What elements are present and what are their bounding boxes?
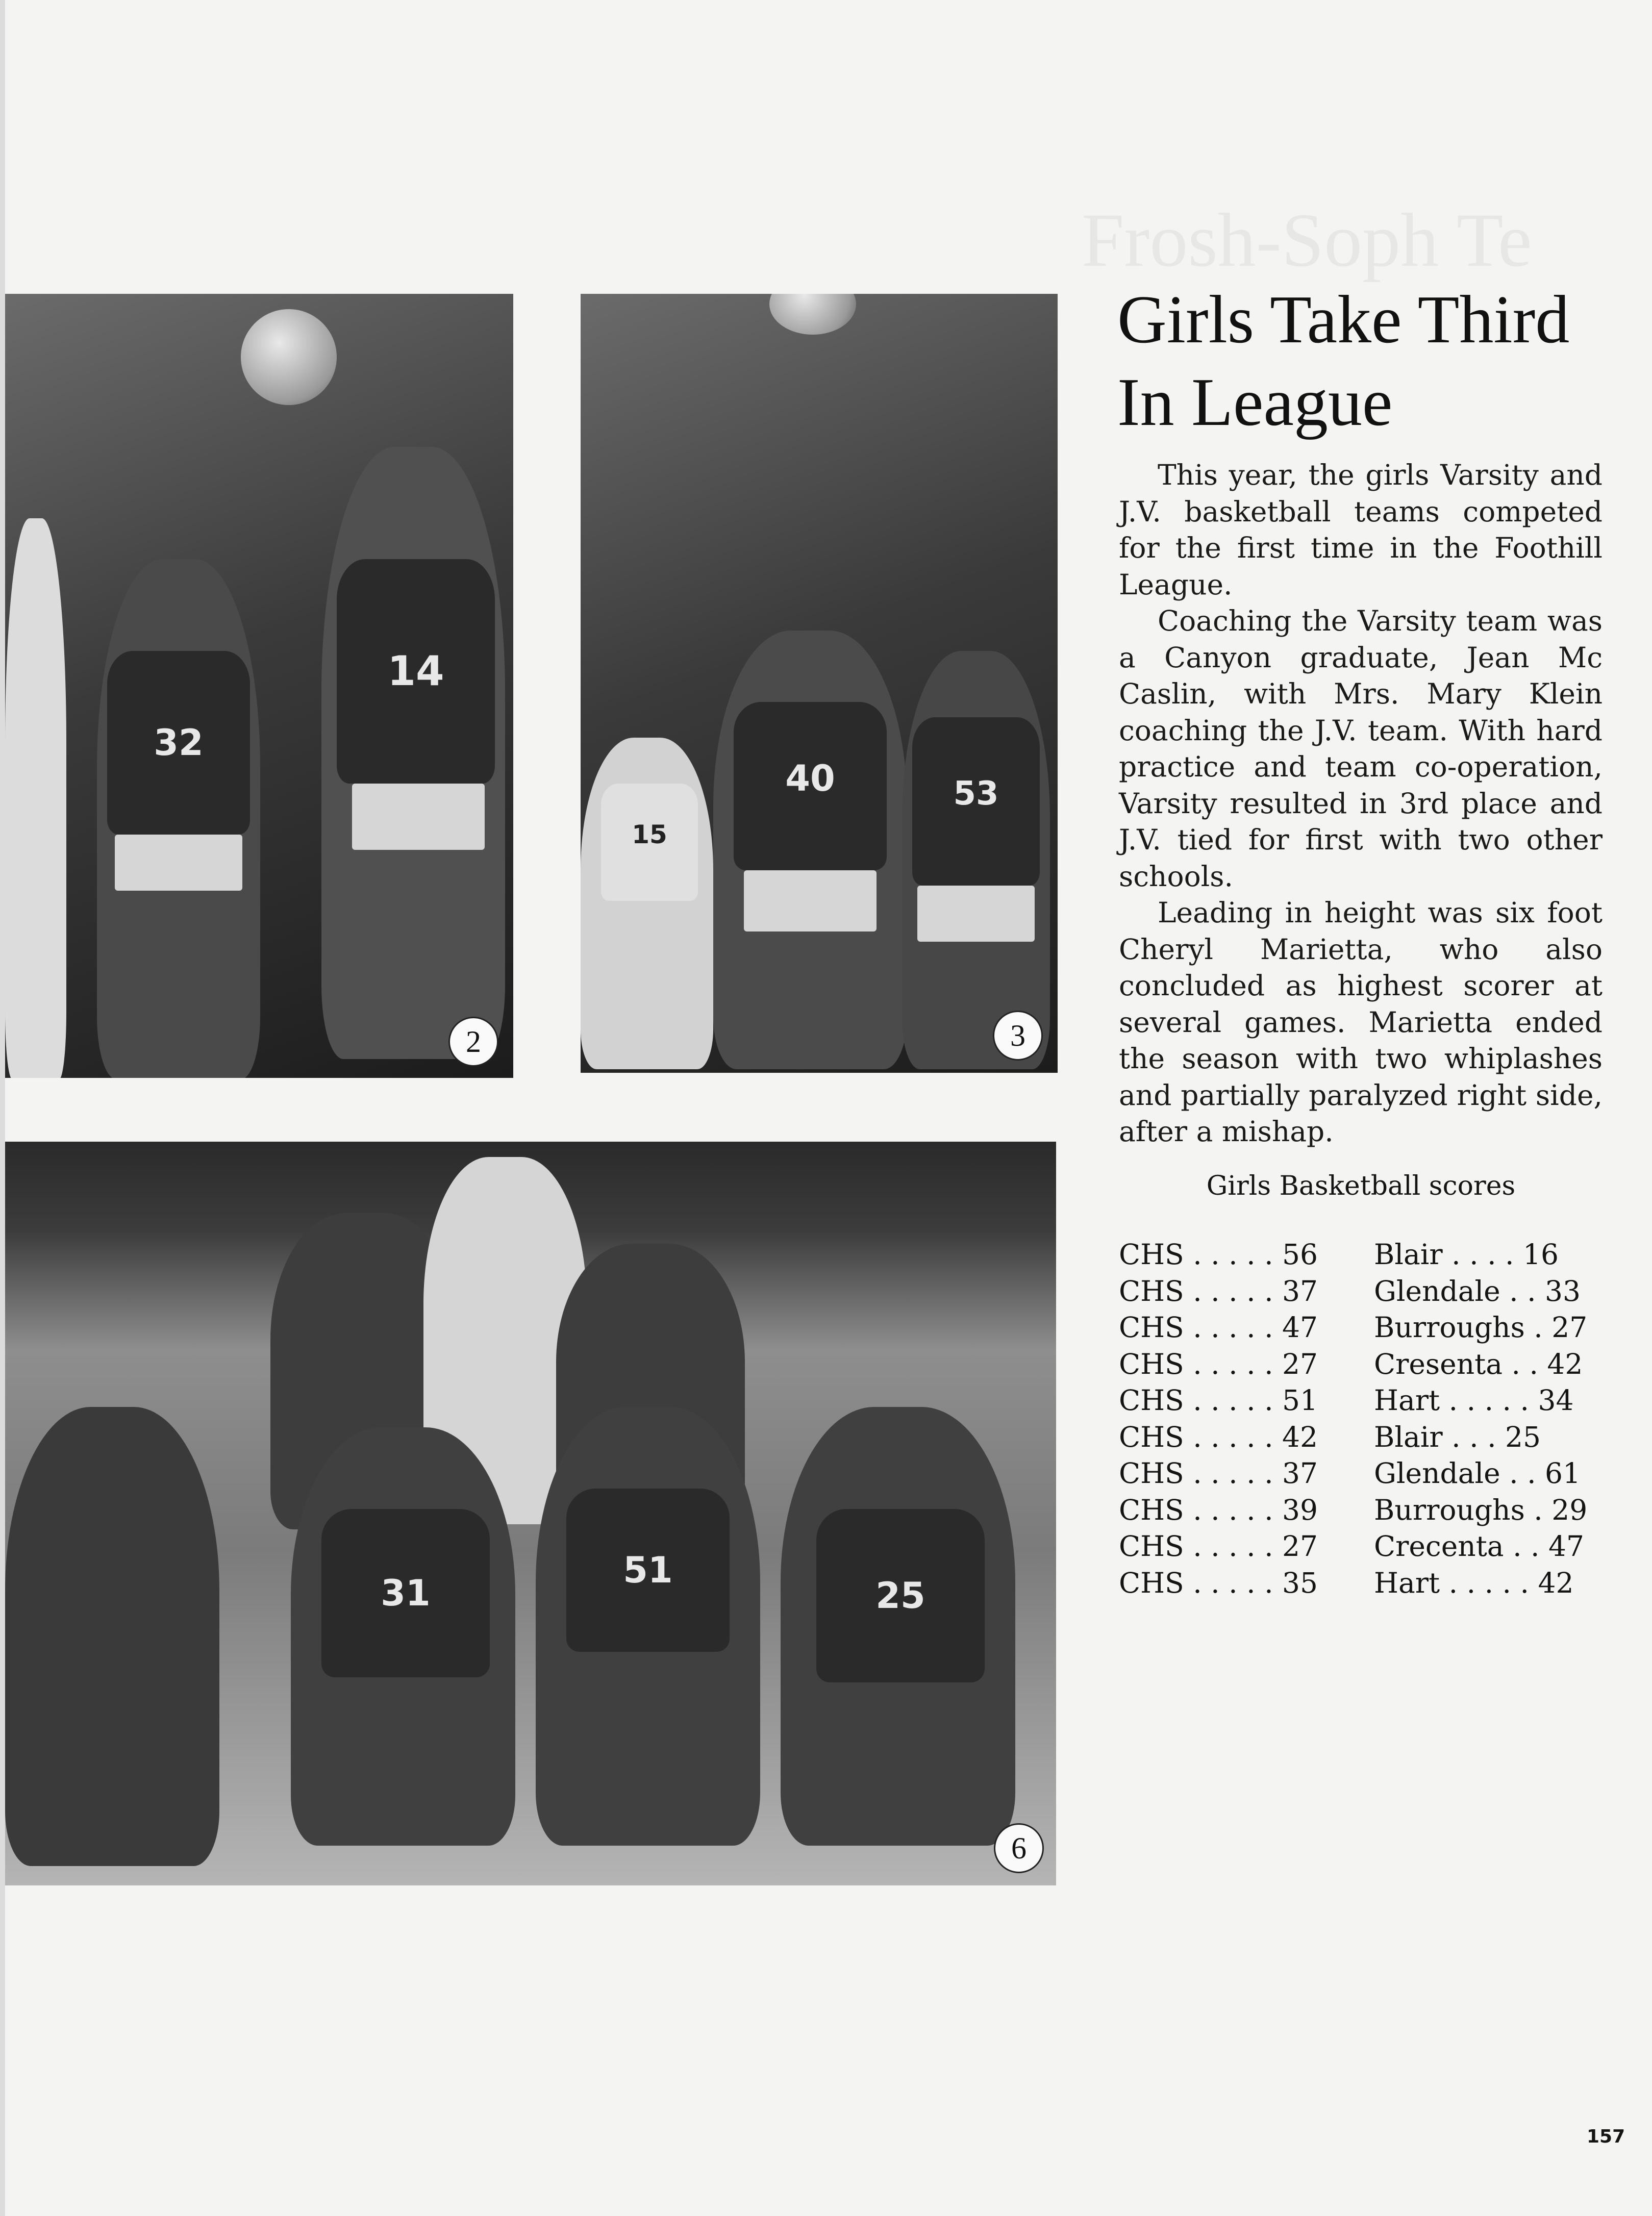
photo-2 (5, 294, 513, 1078)
table-row (1119, 1492, 1629, 1529)
home-score: CHS . . . . . 35 (1119, 1566, 1318, 1599)
opponent-score: Hart . . . . . 42 (1374, 1566, 1574, 1599)
home-score: CHS . . . . . 56 (1119, 1238, 1318, 1271)
shorts (352, 784, 485, 850)
basketball (241, 309, 337, 405)
opponent-score: Glendale . . 33 (1374, 1274, 1581, 1307)
photo-number-badge: 6 (994, 1823, 1044, 1873)
opponent-score: Cresenta . . 42 (1374, 1347, 1583, 1380)
opponent-score: Burroughs . 29 (1374, 1493, 1588, 1526)
basketball (769, 294, 856, 335)
article-paragraph: Coaching the Varsity team was a Canyon graduate, Jean Mc Caslin, with Mrs. Mary Klein coaching the J.V. team. With hard practice and team co-operation, Varsity resulted in 3rd place and J.V. tied for first with two other schools. (1119, 605, 1603, 893)
table-row (1119, 1419, 1629, 1456)
shorts (115, 835, 242, 891)
table-row (1119, 1273, 1629, 1310)
home-score: CHS . . . . . 39 (1119, 1493, 1318, 1526)
home-score: CHS . . . . . 37 (1119, 1274, 1318, 1307)
photo-3 (581, 294, 1058, 1073)
home-score: CHS . . . . . 47 (1119, 1311, 1318, 1344)
article-headline: Girls Take Third In League (1117, 282, 1570, 440)
shorts (744, 870, 877, 931)
team-member-figure (5, 1407, 219, 1866)
table-row (1119, 1346, 1629, 1383)
jersey-31: 31 (321, 1509, 490, 1677)
page-number: 157 (1587, 2126, 1625, 2147)
opponent-score: Crecenta . . 47 (1374, 1530, 1584, 1563)
opponent-score: Burroughs . 27 (1374, 1311, 1588, 1344)
opponent-score: Glendale . . 61 (1374, 1457, 1581, 1490)
opponent-score: Blair . . . 25 (1374, 1420, 1541, 1453)
photo-number-badge: 3 (993, 1011, 1043, 1061)
table-row (1119, 1565, 1629, 1602)
table-row (1119, 1382, 1629, 1419)
jersey-40: 40 (734, 702, 887, 870)
jersey-53: 53 (912, 717, 1040, 886)
opponent-score: Hart . . . . . 34 (1374, 1384, 1574, 1417)
jersey-51: 51 (566, 1489, 730, 1652)
jersey-25: 25 (816, 1509, 985, 1682)
shorts (917, 886, 1035, 942)
home-score: CHS . . . . . 37 (1119, 1457, 1318, 1490)
home-score: CHS . . . . . 27 (1119, 1347, 1318, 1380)
table-row (1119, 1455, 1629, 1492)
table-row (1119, 1310, 1629, 1346)
player-figure (5, 518, 66, 1078)
home-score: CHS . . . . . 42 (1119, 1420, 1318, 1453)
article-paragraph: Leading in height was six foot Cheryl Marietta, who also concluded as highest scorer at several games. Marietta ended the season with two whiplashes and partially paralyzed right side, after a mishap. (1119, 896, 1603, 1148)
home-score: CHS . . . . . 27 (1119, 1530, 1318, 1563)
opponent-score: Blair . . . . 16 (1374, 1238, 1559, 1271)
page-spine-edge (0, 0, 5, 2216)
photo-number-badge: 2 (448, 1017, 498, 1067)
show-through-heading: Frosh-Soph Te (1082, 198, 1532, 283)
table-row (1119, 1237, 1629, 1273)
photo-6 (5, 1142, 1056, 1885)
jersey-14: 14 (337, 559, 495, 784)
article-body (1119, 457, 1603, 1150)
scores-table (1119, 1237, 1629, 1601)
table-row (1119, 1528, 1629, 1565)
jersey-15: 15 (601, 784, 698, 901)
jersey-32: 32 (107, 651, 250, 835)
scores-title: Girls Basketball scores (1206, 1171, 1516, 1201)
home-score: CHS . . . . . 51 (1119, 1384, 1318, 1417)
article-paragraph: This year, the girls Varsity and J.V. basketball teams competed for the first time in the Foothill League. (1119, 459, 1603, 601)
